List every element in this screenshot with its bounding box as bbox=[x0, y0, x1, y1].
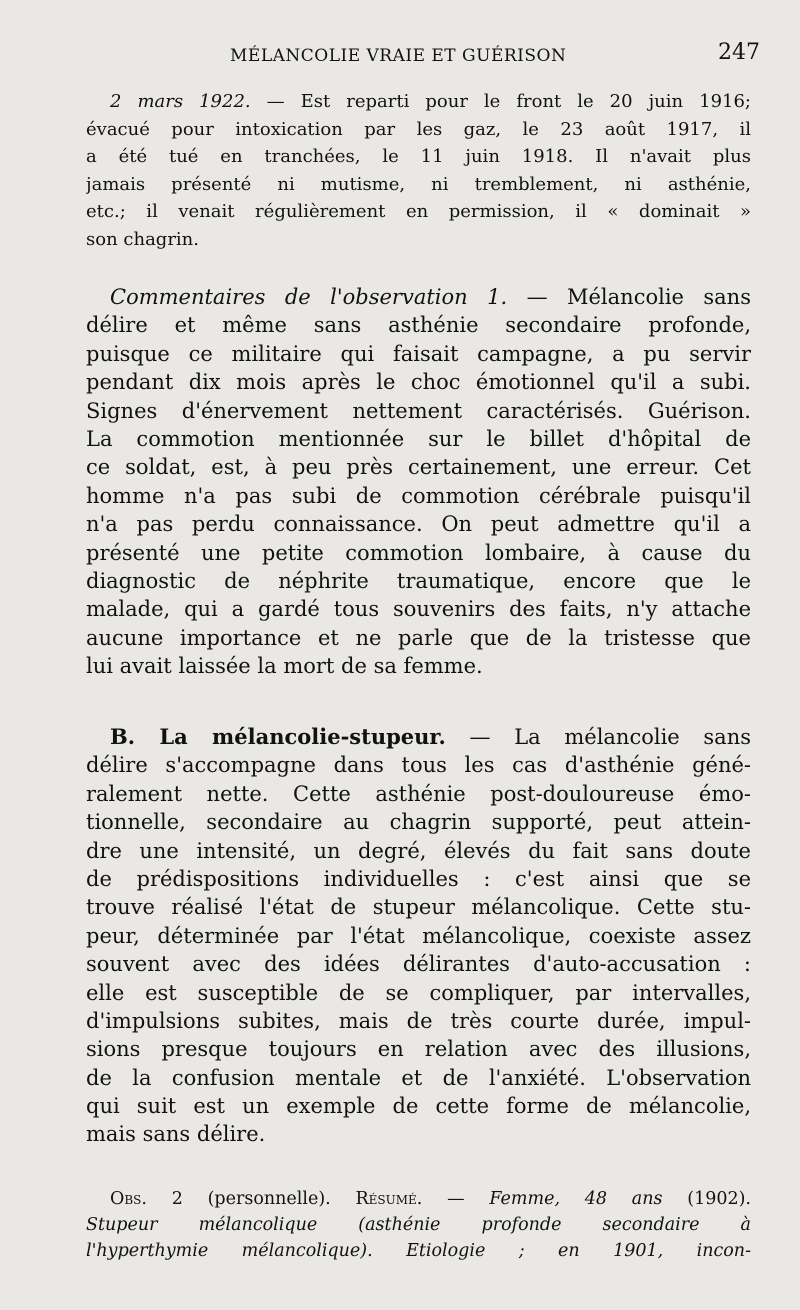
obs2-line: Obs. 2 (personnelle). Résumé. — Femme, 48 ans (1902). bbox=[110, 1189, 751, 1209]
section-b-line: dre une intensité, un degré, élevés du fait sans doute bbox=[86, 838, 751, 863]
followup-line: évacué pour intoxication par les gaz, le 23 août 1917, il bbox=[86, 118, 751, 140]
commentary-line: ce soldat, est, à peu près certainement, une erreur. Cet bbox=[86, 455, 751, 480]
commentary-line: La commotion mentionnée sur le billet d'hôpital de bbox=[86, 426, 751, 451]
followup-date: 2 mars 1922. bbox=[110, 91, 251, 112]
section-b-line: elle est susceptible de se compliquer, par intervalles, bbox=[86, 980, 751, 1005]
commentary-line: homme n'a pas subi de commotion cérébrale puisqu'il bbox=[86, 483, 751, 508]
section-b-heading: B. La mélancolie-stupeur. bbox=[110, 724, 446, 749]
commentary-line: diagnostic de néphrite traumatique, encore que le bbox=[86, 568, 751, 593]
obs2-resume: Résumé. bbox=[355, 1189, 423, 1209]
followup-line: a été tué en tranchées, le 11 juin 1918. Il n'avait plus bbox=[86, 146, 751, 168]
section-b-line: de prédispositions individuelles : c'est ainsi que se bbox=[86, 866, 751, 891]
section-b-line: tionnelle, secondaire au chagrin supporté, peut attein- bbox=[86, 810, 751, 835]
section-b-line: d'impulsions subites, mais de très courte durée, impul- bbox=[86, 1008, 751, 1033]
commentary-line: n'a pas perdu connaissance. On peut admettre qu'il a bbox=[86, 512, 751, 537]
section-b-line: peur, déterminée par l'état mélancolique, coexiste assez bbox=[86, 923, 751, 948]
obs2-line: Stupeur mélancolique (asthénie profonde secondaire à bbox=[86, 1215, 751, 1235]
followup-line: jamais présenté ni mutisme, ni tremblement, ni asthénie, bbox=[86, 173, 751, 195]
section-b-line: sions presque toujours en relation avec des illusions, bbox=[86, 1037, 751, 1062]
section-b-line: délire s'accompagne dans tous les cas d'asthénie géné- bbox=[86, 753, 751, 778]
page-number: 247 bbox=[718, 40, 760, 65]
section-b-paragraph bbox=[86, 723, 751, 1149]
commentary-line: Commentaires de l'observation 1. — Mélancolie sans bbox=[110, 285, 751, 309]
observation-2 bbox=[86, 1186, 751, 1264]
commentary-line: puisque ce militaire qui faisait campagne, a pu servir bbox=[86, 341, 751, 366]
commentary-line: présenté une petite commotion lombaire, à cause du bbox=[86, 540, 751, 565]
section-b-line: de la confusion mentale et de l'anxiété. L'observation bbox=[86, 1065, 751, 1090]
section-b-line: ralement nette. Cette asthénie post-douloureuse émo- bbox=[86, 781, 751, 806]
page-header bbox=[110, 40, 760, 74]
commentary-title: Commentaires de l'observation 1. bbox=[110, 285, 508, 309]
section-b-line: qui suit est un exemple de cette forme de mélancolie, bbox=[86, 1094, 751, 1119]
section-b-line: souvent avec des idées délirantes d'auto-accusation : bbox=[86, 952, 751, 977]
obs2-line: l'hyperthymie mélancolique). Etiologie ; en 1901, incon- bbox=[86, 1241, 751, 1261]
followup-line: 2 mars 1922. — Est reparti pour le front le 20 juin 1916; bbox=[110, 91, 751, 112]
followup-paragraph bbox=[86, 88, 751, 254]
commentary-line: malade, qui a gardé tous souvenirs des faits, n'y attache bbox=[86, 597, 751, 622]
section-b-line: B. La mélancolie-stupeur. — La mélancolie sans bbox=[110, 724, 751, 749]
running-head: MÉLANCOLIE VRAIE ET GUÉRISON bbox=[230, 46, 567, 66]
commentary-line: aucune importance et ne parle que de la tristesse que bbox=[86, 625, 751, 650]
followup-line: etc.; il venait régulièrement en permission, il « dominait » bbox=[86, 201, 751, 223]
obs2-label: Obs. 2 bbox=[110, 1189, 183, 1209]
section-b-line: mais sans délire. bbox=[86, 1122, 266, 1147]
commentary-line: lui avait laissée la mort de sa femme. bbox=[86, 654, 483, 679]
commentary-line: délire et même sans asthénie secondaire profonde, bbox=[86, 313, 751, 338]
commentary-paragraph bbox=[86, 283, 751, 680]
section-b-line: trouve réalisé l'état de stupeur mélancolique. Cette stu- bbox=[86, 895, 751, 920]
commentary-line: Signes d'énervement nettement caractérisés. Guérison. bbox=[86, 398, 751, 423]
followup-line: son chagrin. bbox=[86, 228, 199, 250]
commentary-line: pendant dix mois après le choc émotionnel qu'il a subi. bbox=[86, 370, 751, 395]
